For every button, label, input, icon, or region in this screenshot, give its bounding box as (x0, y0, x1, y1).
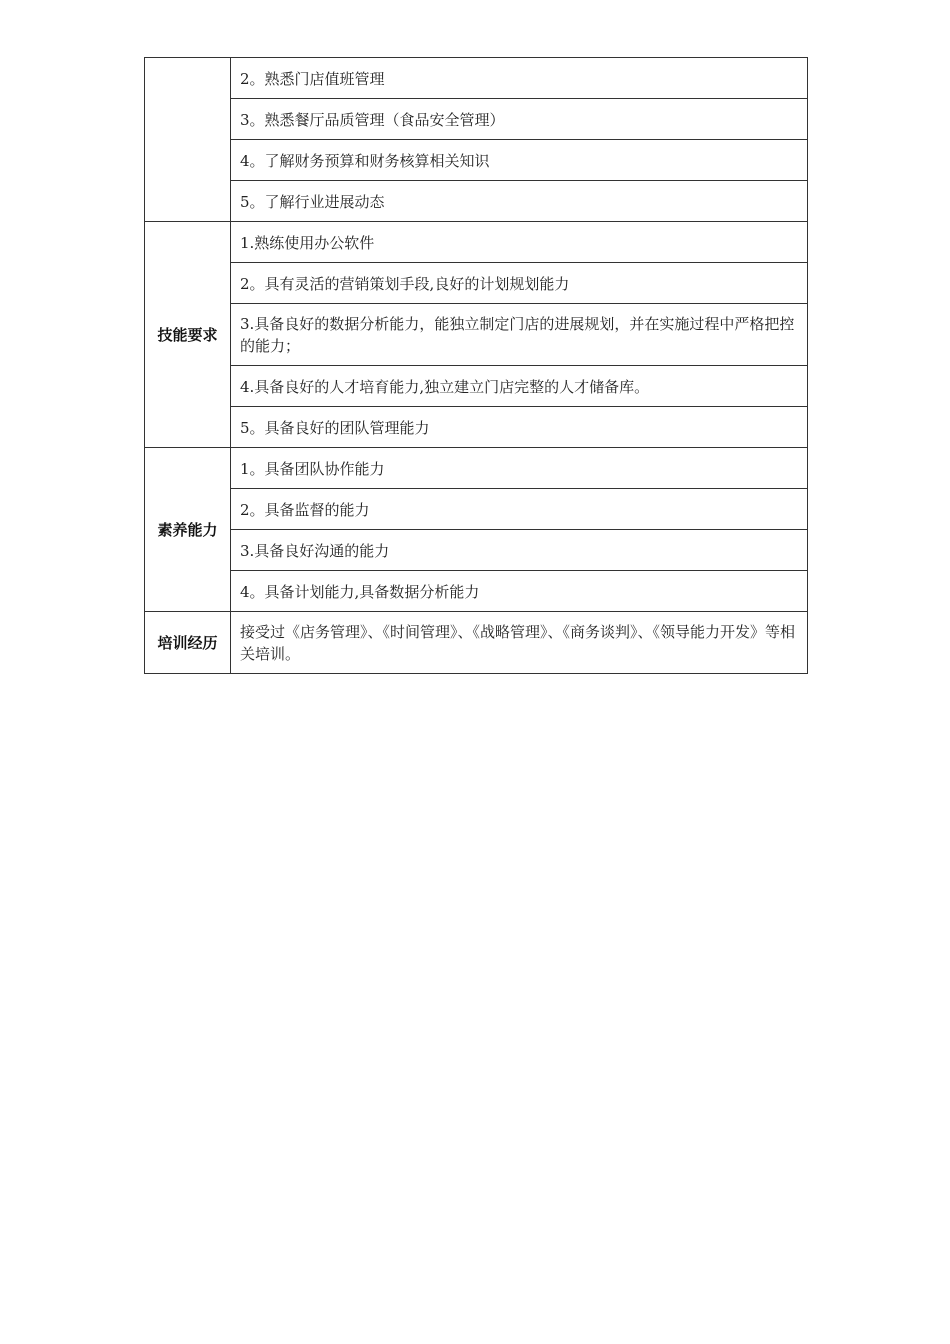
requirement-item: 5。具备良好的团队管理能力 (231, 407, 808, 448)
category-cell-skills: 技能要求 (145, 222, 231, 448)
requirement-item: 3。熟悉餐厅品质管理（食品安全管理） (231, 99, 808, 140)
requirement-item: 3.具备良好的数据分析能力，能独立制定门店的进展规划，并在实施过程中严格把控的能力； (231, 304, 808, 366)
table-row (145, 489, 808, 530)
requirement-item: 2。具备监督的能力 (231, 489, 808, 530)
table-row (145, 222, 808, 263)
requirement-item: 接受过《店务管理》、《时间管理》、《战略管理》、《商务谈判》、《领导能力开发》等相关培训。 (231, 612, 808, 674)
table-row (145, 530, 808, 571)
requirement-item: 4.具备良好的人才培育能力,独立建立门店完整的人才储备库。 (231, 366, 808, 407)
table-row (145, 181, 808, 222)
table-row (145, 366, 808, 407)
requirement-item: 3.具备良好沟通的能力 (231, 530, 808, 571)
table-row (145, 99, 808, 140)
category-cell-training: 培训经历 (145, 612, 231, 674)
category-cell-knowledge (145, 58, 231, 222)
requirement-item: 1.熟练使用办公软件 (231, 222, 808, 263)
requirement-item: 4。了解财务预算和财务核算相关知识 (231, 140, 808, 181)
table-row (145, 58, 808, 99)
table-row (145, 571, 808, 612)
table-row (145, 612, 808, 674)
table-row (145, 304, 808, 366)
requirement-item: 4。具备计划能力,具备数据分析能力 (231, 571, 808, 612)
requirement-item: 5。了解行业进展动态 (231, 181, 808, 222)
table-row (145, 263, 808, 304)
requirement-item: 1。具备团队协作能力 (231, 448, 808, 489)
requirements-table (144, 57, 808, 674)
requirement-item: 2。具有灵活的营销策划手段,良好的计划规划能力 (231, 263, 808, 304)
table-row (145, 407, 808, 448)
table-row (145, 140, 808, 181)
requirement-item: 2。熟悉门店值班管理 (231, 58, 808, 99)
category-cell-competence: 素养能力 (145, 448, 231, 612)
table-row (145, 448, 808, 489)
